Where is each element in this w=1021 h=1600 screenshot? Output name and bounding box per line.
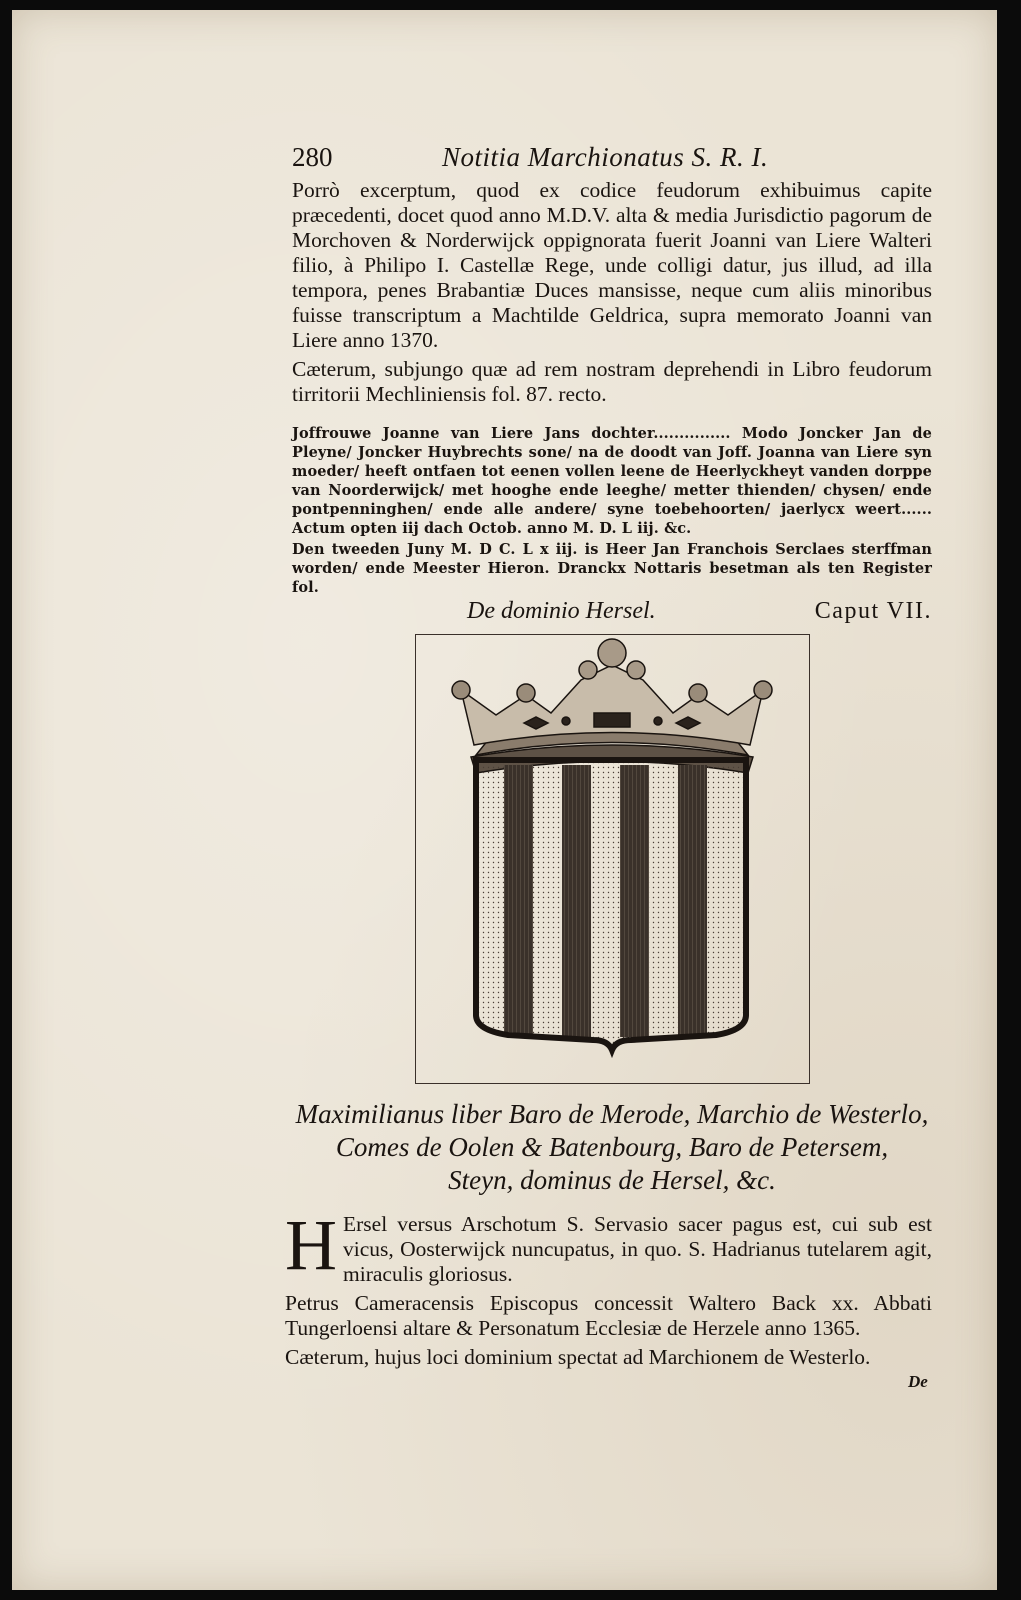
page-sheet	[12, 10, 997, 1590]
intro-paragraph-1: Porrò excerptum, quod ex codice feudorum exhibuimus capite præcedenti, docet quod anno M.D.V. alta & media Jurisdictio pagorum de Morchoven & Norderwijck oppignorata fuerit Joanni van Liere Walteri filio, à Philipo I. Castellæ Rege, unde colligi datur, jus illud, ad illa tempora, penes Brabantiæ Duces mansisse, neque cum aliis minoribus fuisse transcriptum a Machtilde Geldrica, supra memorato Joanni van Liere anno 1370.	[292, 178, 932, 352]
crown-icon	[452, 639, 772, 773]
chapter-number: Caput VII.	[814, 598, 932, 624]
drop-capital: H	[285, 1205, 337, 1285]
running-head: Notitia Marchionatus S. R. I.	[442, 142, 769, 172]
coat-of-arms-illustration	[416, 635, 809, 1083]
body-paragraph-3: Cæterum, hujus loci dominium spectat ad Marchionem de Westerlo.	[285, 1345, 871, 1369]
arms-title-line-2: Steyn, dominus de Hersel, &c.	[448, 1165, 776, 1195]
page-number: 280	[292, 142, 333, 172]
intro-paragraph-2: Cæterum, subjungo quæ ad rem nostram deprehendi in Libro feudorum tirritorii Mechliniensis fol. 87. recto.	[292, 357, 932, 406]
body-paragraph-2: Petrus Cameracensis Episcopus concessit Waltero Back xx. Abbati Tungerloensi altare & Personatum Ecclesiæ de Herzele anno 1365.	[285, 1291, 932, 1340]
catchword: De	[908, 1372, 928, 1391]
chapter-body	[285, 1205, 932, 1374]
body-paragraph-1: Ersel versus Arschotum S. Servasio sacer pagus est, cui sub est vicus, Oosterwijck nuncupatus, in quo. S. Hadrianus tutelarem agit, miraculis gloriosus.	[343, 1212, 932, 1286]
arms-title	[277, 1098, 947, 1197]
intro-text	[292, 178, 932, 411]
coat-of-arms-engraving	[415, 634, 810, 1084]
section-title: De dominio Hersel.	[467, 598, 656, 624]
shield-icon	[476, 760, 746, 1050]
arms-title-line-1: Maximilianus liber Baro de Merode, Marchio de Westerlo, Comes de Oolen & Batenbourg, Baro de Petersem,	[295, 1099, 929, 1162]
excerpt-paragraph-2: Den tweeden Juny M. D C. L x iij. is Heer Jan Franchois Serclaes sterffman worden/ ende Meester Hieron. Dranckx Nottaris besetman als ten Register fol.	[292, 541, 932, 596]
feudal-excerpt	[292, 424, 932, 599]
excerpt-paragraph-1: Joffrouwe Joanne van Liere Jans dochter............... Modo Joncker Jan de Pleyne/ Joncker Huybrechts sone/ na de doodt van Joff. Joanna van Liere syn moeder/ heeft ontfaen tot eenen vollen leene de Heerlyckheyt vanden dorppe van Noorderwijck/ met hooghe ende leeghe/ metter thienden/ chysen/ ende pontpenninghen/ ende alle andere/ syne toebehoorten/ jaerlycx weert...... Actum opten iij dach Octob. anno M. D. L iij. &c.	[292, 425, 932, 537]
